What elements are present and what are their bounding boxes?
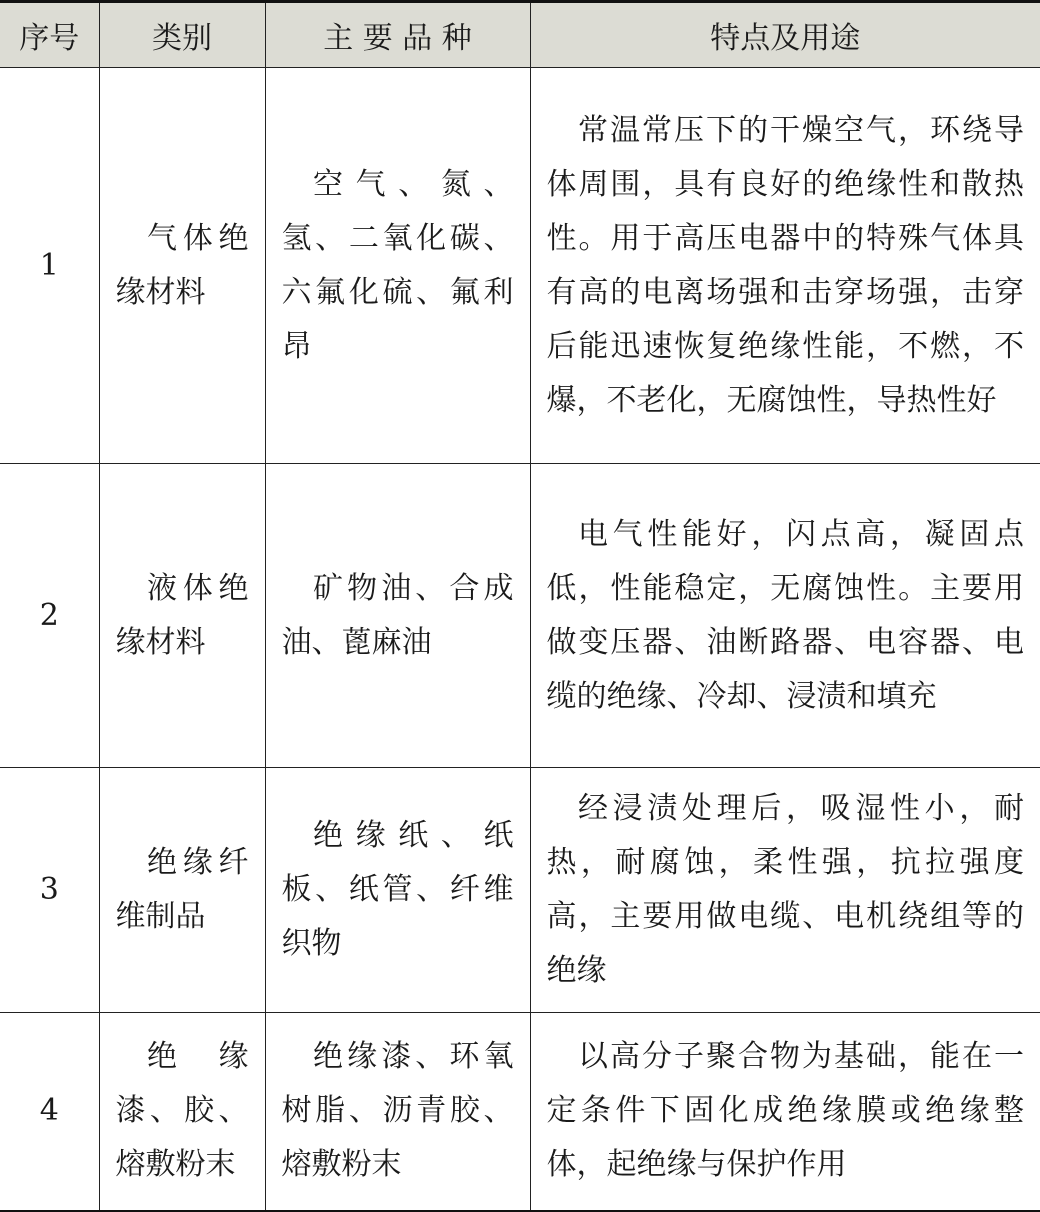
row-varieties: 矿物油、合成油、蓖麻油 (265, 464, 530, 768)
row-category: 绝缘漆、胶、熔敷粉末 (99, 1013, 265, 1211)
row-number: 3 (0, 768, 99, 1013)
table-row (0, 464, 1040, 768)
header-category: 类别 (99, 2, 265, 68)
row-category: 绝缘纤维制品 (99, 768, 265, 1013)
header-varieties: 主 要 品 种 (265, 2, 530, 68)
row-varieties: 空气、氮、氢、二氧化碳、六氟化硫、氟利昂 (265, 68, 530, 464)
row-number: 4 (0, 1013, 99, 1211)
row-features: 常温常压下的干燥空气，环绕导体周围，具有良好的绝缘性和散热性。用于高压电器中的特殊气体具有高的电离场强和击穿场强，击穿后能迅速恢复绝缘性能，不燃，不爆，不老化，无腐蚀性，导热性好 (530, 68, 1040, 464)
table-row (0, 68, 1040, 464)
row-features: 经浸渍处理后，吸湿性小，耐热，耐腐蚀，柔性强，抗拉强度高，主要用做电缆、电机绕组等的绝缘 (530, 768, 1040, 1013)
row-number: 2 (0, 464, 99, 768)
row-number: 1 (0, 68, 99, 464)
row-features: 电气性能好，闪点高，凝固点低，性能稳定，无腐蚀性。主要用做变压器、油断路器、电容器、电缆的绝缘、冷却、浸渍和填充 (530, 464, 1040, 768)
table-row (0, 1013, 1040, 1211)
header-features: 特点及用途 (530, 2, 1040, 68)
table-row (0, 768, 1040, 1013)
row-varieties: 绝缘纸、纸板、纸管、纤维织物 (265, 768, 530, 1013)
row-features: 以高分子聚合物为基础，能在一定条件下固化成绝缘膜或绝缘整体，起绝缘与保护作用 (530, 1013, 1040, 1211)
row-category: 气体绝缘材料 (99, 68, 265, 464)
table-header-row (0, 2, 1040, 68)
row-category: 液体绝缘材料 (99, 464, 265, 768)
header-no: 序号 (0, 2, 99, 68)
row-varieties: 绝缘漆、环氧树脂、沥青胶、熔敷粉末 (265, 1013, 530, 1211)
